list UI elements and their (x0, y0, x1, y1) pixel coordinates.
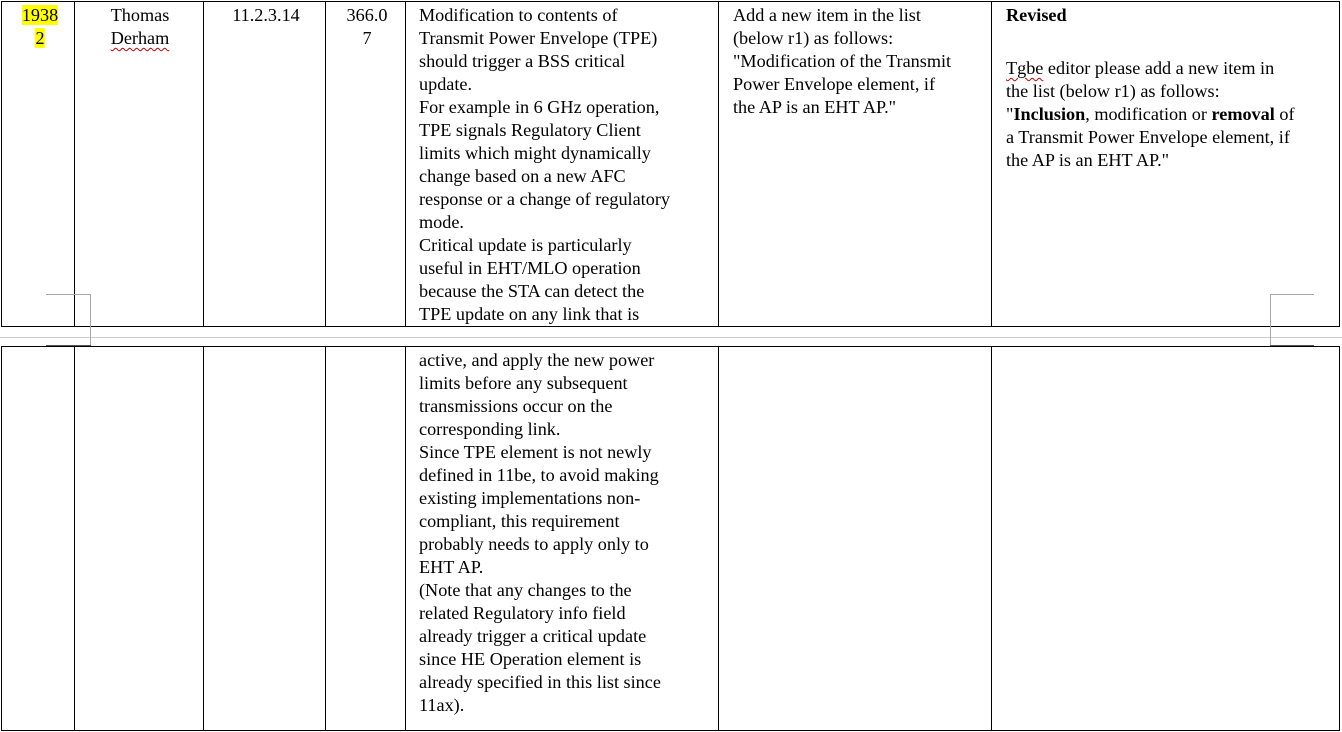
resolution-status: Revised (1006, 5, 1067, 25)
comment-line: update. (419, 74, 473, 94)
comment-cell (419, 4, 717, 326)
comment-line: Modification to contents of (419, 5, 618, 25)
inclusion-keyword: Inclusion (1013, 104, 1086, 124)
resolution-text: editor please add a new item in (1043, 58, 1275, 78)
proposed-change-line: Add a new item in the list (733, 5, 921, 25)
column-divider (991, 347, 992, 730)
comment-line: already trigger a critical update (419, 626, 647, 646)
column-divider (203, 2, 204, 326)
resolution-text: the AP is an EHT AP." (1006, 150, 1170, 170)
column-divider (74, 2, 75, 326)
comment-line: defined in 11be, to avoid making (419, 465, 659, 485)
comment-line: TPE update on any link that is (419, 304, 640, 324)
page-corner-mark (1270, 294, 1314, 295)
page-line-2: 7 (362, 28, 372, 48)
comment-line: should trigger a BSS critical (419, 51, 626, 71)
page-corner-mark (46, 294, 91, 295)
proposed-change-cell (733, 4, 991, 119)
clause-cell (205, 4, 327, 27)
comment-line: existing implementations non- (419, 488, 641, 508)
commenter-last-name: Derham (110, 28, 170, 48)
resolution-text: of (1274, 104, 1295, 124)
resolution-cell (1006, 4, 1338, 172)
comment-line: mode. (419, 212, 464, 232)
editor-group-name: Tgbe (1006, 58, 1044, 78)
proposed-change-line: the AP is an EHT AP." (733, 97, 897, 117)
column-divider (325, 2, 326, 326)
resolution-text: the list (below r1) as follows: (1006, 81, 1220, 101)
comment-line: EHT AP. (419, 557, 484, 577)
comment-line: Transmit Power Envelope (TPE) (419, 28, 658, 48)
comment-line: change based on a new AFC (419, 166, 626, 186)
comment-line: compliant, this requirement (419, 511, 620, 531)
comment-line: Since TPE element is not newly (419, 442, 652, 462)
comment-line: limits before any subsequent (419, 373, 628, 393)
comment-line: related Regulatory info field (419, 603, 626, 623)
blank-line (1006, 27, 1338, 50)
comment-line: transmissions occur on the (419, 396, 613, 416)
page-corner-mark (1270, 294, 1271, 345)
comment-line: already specified in this list since (419, 672, 661, 692)
column-divider (405, 347, 406, 730)
proposed-change-line: "Modification of the Transmit (733, 51, 952, 71)
column-divider (203, 347, 204, 730)
comment-line: For example in 6 GHz operation, (419, 97, 660, 117)
comment-line: probably needs to apply only to (419, 534, 649, 554)
removal-keyword: removal (1211, 104, 1275, 124)
page-line-cell (327, 4, 407, 50)
comment-line: 11ax). (419, 695, 465, 715)
page-corner-mark (90, 294, 91, 345)
page-break-separator (0, 337, 1342, 338)
commenter-first-name: Thomas (110, 5, 170, 25)
column-divider (718, 2, 719, 326)
table-row-part-1 (1, 1, 1340, 327)
comment-line: since HE Operation element is (419, 649, 642, 669)
resolution-text: , modification or (1085, 104, 1212, 124)
column-divider (325, 347, 326, 730)
cid-line-1: 1938 (21, 5, 59, 25)
comment-line: limits which might dynamically (419, 143, 651, 163)
column-divider (718, 347, 719, 730)
proposed-change-line: Power Envelope element, if (733, 74, 936, 94)
commenter-cell (76, 4, 204, 50)
comment-line: (Note that any changes to the (419, 580, 632, 600)
comment-line: active, and apply the new power (419, 350, 655, 370)
comment-line: TPE signals Regulatory Client (419, 120, 641, 140)
table-row-part-2 (1, 346, 1340, 731)
cid-cell (6, 4, 74, 50)
comment-line: corresponding link. (419, 419, 561, 439)
comment-line: Critical update is particularly (419, 235, 632, 255)
resolution-text: " (1006, 104, 1014, 124)
column-divider (74, 347, 75, 730)
cid-line-2: 2 (35, 28, 45, 48)
comment-cell-continued (419, 349, 717, 717)
comment-line: because the STA can detect the (419, 281, 645, 301)
comment-line: response or a change of regulatory (419, 189, 670, 209)
comment-line: useful in EHT/MLO operation (419, 258, 641, 278)
proposed-change-line: (below r1) as follows: (733, 28, 894, 48)
column-divider (405, 2, 406, 326)
page-line-1: 366.0 (346, 5, 388, 25)
clause-value: 11.2.3.14 (232, 5, 300, 25)
resolution-text: a Transmit Power Envelope element, if (1006, 127, 1290, 147)
column-divider (991, 2, 992, 326)
